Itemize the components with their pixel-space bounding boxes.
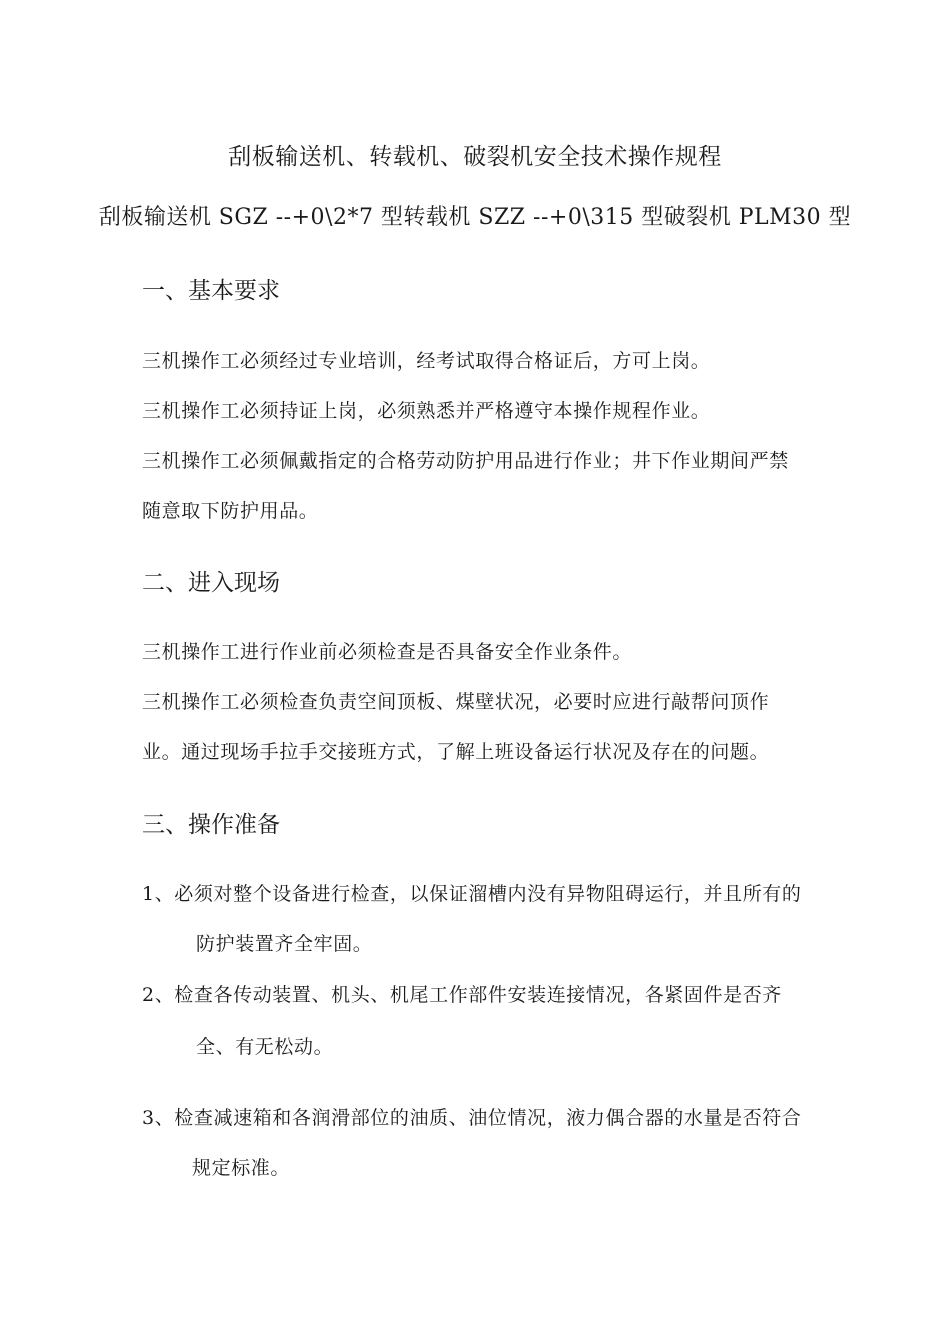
- section-heading-basic-requirements: 一、基本要求: [142, 278, 280, 304]
- document-title: 刮板输送机、转载机、破裂机安全技术操作规程: [228, 144, 722, 170]
- list-item-2-line2: 全、有无松动。: [196, 1036, 334, 1058]
- list-item-3-line1: 3、检查减速箱和各润滑部位的油质、油位情况，液力偶合器的水量是否符合: [142, 1107, 802, 1129]
- paragraph-line: 三机操作工必须检查负责空间顶板、煤壁状况，必要时应进行敲帮问顶作: [142, 691, 770, 713]
- list-item-1-line1: 1、必须对整个设备进行检查，以保证溜槽内没有异物阻碍运行，并且所有的: [142, 883, 802, 905]
- document-subtitle: 刮板输送机 SGZ --+0\2*7 型转载机 SZZ --+0\315 型破裂机 PLM30 型: [98, 205, 852, 230]
- paragraph-line: 随意取下防护用品。: [142, 500, 319, 522]
- section-heading-enter-site: 二、进入现场: [142, 570, 280, 596]
- list-item-3-line2: 规定标准。: [192, 1157, 291, 1179]
- list-item-1-line2: 防护装置齐全牢固。: [196, 933, 373, 955]
- paragraph-line: 业。通过现场手拉手交接班方式，了解上班设备运行状况及存在的问题。: [142, 741, 770, 763]
- paragraph-line: 三机操作工必须经过专业培训，经考试取得合格证后，方可上岗。: [142, 350, 711, 372]
- paragraph-line: 三机操作工必须持证上岗，必须熟悉并严格遵守本操作规程作业。: [142, 400, 711, 422]
- paragraph-line: 三机操作工进行作业前必须检查是否具备安全作业条件。: [142, 641, 633, 663]
- paragraph-line: 三机操作工必须佩戴指定的合格劳动防护用品进行作业；井下作业期间严禁: [142, 450, 789, 472]
- section-heading-operation-prep: 三、操作准备: [142, 812, 280, 838]
- list-item-2-line1: 2、检查各传动装置、机头、机尾工作部件安装连接情况，各紧固件是否齐: [142, 984, 782, 1006]
